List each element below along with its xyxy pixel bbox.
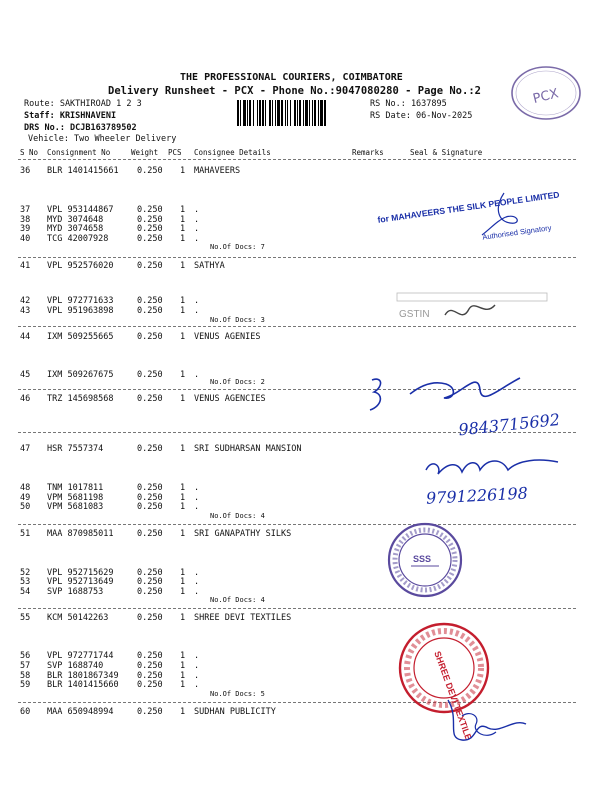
row-consignee: SHREE DEVI TEXTILES <box>194 613 292 623</box>
row-sno: 38 <box>20 215 31 225</box>
row-consignee: . <box>194 577 200 587</box>
row-pcs: 1 <box>180 261 186 271</box>
row-weight: 0.250 <box>137 332 163 342</box>
row-weight: 0.250 <box>137 215 163 225</box>
row-sno: 59 <box>20 680 31 690</box>
row-pcs: 1 <box>180 502 186 512</box>
row-consignment: MYD 3074658 <box>47 224 104 234</box>
row-sno: 41 <box>20 261 31 271</box>
row-pcs: 1 <box>180 444 186 454</box>
row-pcs: 1 <box>180 296 186 306</box>
row-consignment: VPL 972771633 <box>47 296 114 306</box>
row-consignment: MAA 650948994 <box>47 707 114 717</box>
row-pcs: 1 <box>180 483 186 493</box>
row-pcs: 1 <box>180 613 186 623</box>
row-consignee: . <box>194 587 200 597</box>
row-consignee: . <box>194 483 200 493</box>
shreedevi-stamp <box>396 620 546 765</box>
docs-count: No.Of Docs: 4 <box>210 512 265 520</box>
row-consignment: VPL 951963898 <box>47 306 114 316</box>
vehicle-label: Vehicle: Two Wheeler Delivery <box>28 134 177 144</box>
row-pcs: 1 <box>180 671 186 681</box>
row-sno: 43 <box>20 306 31 316</box>
row-sno: 37 <box>20 205 31 215</box>
runsheet-title: Delivery Runsheet - PCX - Phone No.:9047080280 - Page No.:2 <box>108 85 481 97</box>
row-consignment: MAA 870985011 <box>47 529 114 539</box>
row-sno: 53 <box>20 577 31 587</box>
docs-count: No.Of Docs: 7 <box>210 243 265 251</box>
row-pcs: 1 <box>180 529 186 539</box>
row-sno: 45 <box>20 370 31 380</box>
row-consignment: BLR 1801867349 <box>47 671 119 681</box>
row-sno: 60 <box>20 707 31 717</box>
drs-label: DRS No.: DCJB163789502 <box>24 123 137 133</box>
row-pcs: 1 <box>180 587 186 597</box>
row-weight: 0.250 <box>137 651 163 661</box>
row-sno: 39 <box>20 224 31 234</box>
row-pcs: 1 <box>180 661 186 671</box>
row-pcs: 1 <box>180 306 186 316</box>
row-consignee: . <box>194 296 200 306</box>
sathya-signature <box>445 305 495 315</box>
col-consignment: Consignment No <box>47 148 111 157</box>
row-consignee: . <box>194 568 200 578</box>
svg-text:GSTIN: GSTIN <box>399 309 430 320</box>
row-sno: 50 <box>20 502 31 512</box>
row-pcs: 1 <box>180 651 186 661</box>
row-weight: 0.250 <box>137 261 163 271</box>
row-weight: 0.250 <box>137 577 163 587</box>
docs-count: No.Of Docs: 5 <box>210 690 265 698</box>
col-remarks: Remarks <box>352 148 384 157</box>
row-pcs: 1 <box>180 707 186 717</box>
row-consignment: TCG 42007928 <box>47 234 109 244</box>
row-pcs: 1 <box>180 234 186 244</box>
row-weight: 0.250 <box>137 234 163 244</box>
row-consignment: VPL 952715629 <box>47 568 114 578</box>
row-weight: 0.250 <box>137 613 163 623</box>
row-weight: 0.250 <box>137 370 163 380</box>
row-weight: 0.250 <box>137 707 163 717</box>
row-sno: 52 <box>20 568 31 578</box>
staff-label: Staff: KRISHNAVENI <box>24 111 117 121</box>
col-consignee: Consignee Details <box>194 148 271 157</box>
row-consignee: . <box>194 493 200 503</box>
row-pcs: 1 <box>180 394 186 404</box>
row-weight: 0.250 <box>137 493 163 503</box>
row-sno: 40 <box>20 234 31 244</box>
row-consignment: VPL 953144867 <box>47 205 114 215</box>
row-weight: 0.250 <box>137 205 163 215</box>
group-divider <box>18 608 576 609</box>
col-seal: Seal & Signature <box>410 148 483 157</box>
row-consignee: . <box>194 661 200 671</box>
row-consignee: . <box>194 370 200 380</box>
row-consignee: . <box>194 234 200 244</box>
row-weight: 0.250 <box>137 166 163 176</box>
row-consignment: HSR 7557374 <box>47 444 104 454</box>
row-consignee: SUDHAN PUBLICITY <box>194 707 276 717</box>
row-weight: 0.250 <box>137 680 163 690</box>
row-consignment: MYD 3074648 <box>47 215 104 225</box>
row-sno: 56 <box>20 651 31 661</box>
col-weight: Weight <box>131 148 159 157</box>
row-pcs: 1 <box>180 493 186 503</box>
row-weight: 0.250 <box>137 394 163 404</box>
row-pcs: 1 <box>180 370 186 380</box>
col-sno: S No <box>20 148 39 157</box>
rs-date-label: RS Date: 06-Nov-2025 <box>370 111 473 121</box>
row-consignment: VPL 952713649 <box>47 577 114 587</box>
row-consignee: VENUS AGENIES <box>194 332 261 342</box>
row-consignment: SVP 1688740 <box>47 661 104 671</box>
row-sno: 42 <box>20 296 31 306</box>
row-consignee: SRI SUDHARSAN MANSION <box>194 444 302 454</box>
row-consignment: VPL 972771744 <box>47 651 114 661</box>
row-pcs: 1 <box>180 568 186 578</box>
docs-count: No.Of Docs: 3 <box>210 316 265 324</box>
row-pcs: 1 <box>180 224 186 234</box>
row-consignment: VPM 5681198 <box>47 493 104 503</box>
group-divider <box>18 257 576 258</box>
row-consignee: . <box>194 205 200 215</box>
row-consignment: TRZ 145698568 <box>47 394 114 404</box>
row-consignee: MAHAVEERS <box>194 166 241 176</box>
row-sno: 58 <box>20 671 31 681</box>
row-sno: 47 <box>20 444 31 454</box>
shreedevi-stamp-text: SHREE DEVI TEXTILE <box>432 649 474 742</box>
row-sno: 57 <box>20 661 31 671</box>
pcx-stamp-text: PCX <box>531 86 561 108</box>
row-pcs: 1 <box>180 332 186 342</box>
row-consignment: KCM 50142263 <box>47 613 109 623</box>
row-consignee: . <box>194 306 200 316</box>
row-weight: 0.250 <box>137 306 163 316</box>
row-pcs: 1 <box>180 577 186 587</box>
row-sno: 36 <box>20 166 31 176</box>
row-consignment: BLR 1401415661 <box>47 166 119 176</box>
row-consignee: . <box>194 215 200 225</box>
row-pcs: 1 <box>180 205 186 215</box>
row-consignee: . <box>194 224 200 234</box>
row-consignment: VPM 5681083 <box>47 502 104 512</box>
row-sno: 51 <box>20 529 31 539</box>
docs-count: No.Of Docs: 2 <box>210 378 265 386</box>
row-sno: 46 <box>20 394 31 404</box>
col-pcs: PCS <box>168 148 182 157</box>
row-sno: 48 <box>20 483 31 493</box>
row-pcs: 1 <box>180 166 186 176</box>
sudharsan-phone-text: 9791226198 <box>425 483 529 508</box>
sathya-stamp <box>395 287 565 327</box>
row-sno: 54 <box>20 587 31 597</box>
row-weight: 0.250 <box>137 224 163 234</box>
mahaveers-stamp-text: for MAHAVEERS THE SILK PEOPLE LIMITED <box>376 189 561 225</box>
rs-no-label: RS No.: 1637895 <box>370 99 447 109</box>
row-consignee: . <box>194 651 200 661</box>
row-weight: 0.250 <box>137 671 163 681</box>
row-consignment: IXM 509255665 <box>47 332 114 342</box>
row-weight: 0.250 <box>137 483 163 493</box>
ganapathy-stamp-text: SSS <box>413 554 432 564</box>
venus-phone-text: 9843715692 <box>457 409 561 440</box>
row-consignment: TNM 1017811 <box>47 483 104 493</box>
row-consignment: BLR 1401415660 <box>47 680 119 690</box>
row-weight: 0.250 <box>137 296 163 306</box>
authorised-signatory-text: Authorised Signatory <box>481 223 552 242</box>
row-pcs: 1 <box>180 215 186 225</box>
row-weight: 0.250 <box>137 568 163 578</box>
row-consignment: VPL 952576020 <box>47 261 114 271</box>
row-sno: 55 <box>20 613 31 623</box>
row-consignee: . <box>194 671 200 681</box>
venus-signature <box>350 350 580 440</box>
pcx-stamp <box>508 64 584 122</box>
row-consignee: SRI GANAPATHY SILKS <box>194 529 292 539</box>
barcode <box>237 100 365 126</box>
row-consignee: SATHYA <box>194 261 225 271</box>
row-weight: 0.250 <box>137 502 163 512</box>
row-consignee: VENUS AGENCIES <box>194 394 266 404</box>
docs-count: No.Of Docs: 4 <box>210 596 265 604</box>
row-consignee: . <box>194 680 200 690</box>
row-weight: 0.250 <box>137 587 163 597</box>
ganapathy-stamp <box>383 520 467 600</box>
header-divider <box>18 159 576 160</box>
mahaveers-stamp <box>372 173 562 243</box>
row-weight: 0.250 <box>137 529 163 539</box>
row-sno: 49 <box>20 493 31 503</box>
company-title: THE PROFESSIONAL COURIERS, COIMBATORE <box>180 72 403 83</box>
route-label: Route: SAKTHIROAD 1 2 3 <box>24 99 142 109</box>
row-pcs: 1 <box>180 680 186 690</box>
sudharsan-signature <box>418 448 588 514</box>
row-weight: 0.250 <box>137 444 163 454</box>
row-weight: 0.250 <box>137 661 163 671</box>
group-divider <box>18 524 576 525</box>
row-consignee: . <box>194 502 200 512</box>
row-sno: 44 <box>20 332 31 342</box>
row-consignment: IXM 509267675 <box>47 370 114 380</box>
row-consignment: SVP 1688753 <box>47 587 104 597</box>
